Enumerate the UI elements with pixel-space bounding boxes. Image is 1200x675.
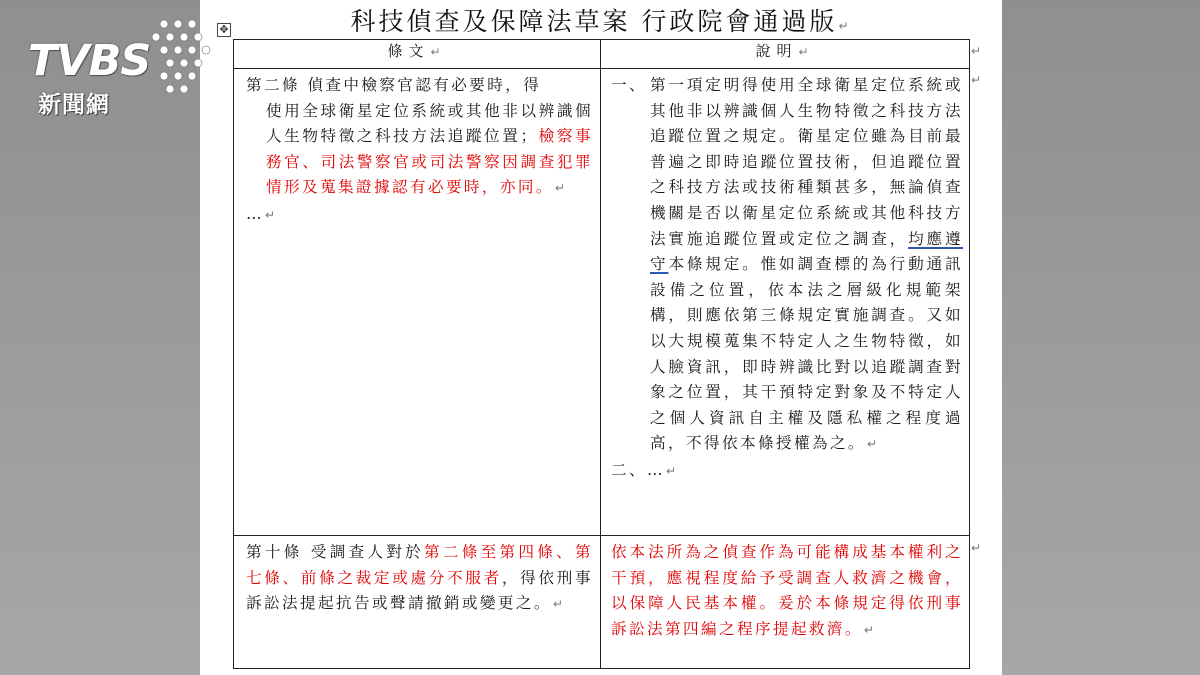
tvbs-news-logo <box>28 14 228 118</box>
table-row <box>234 536 970 669</box>
table-row <box>234 69 970 536</box>
paragraph-return-icon: ↵ <box>552 597 566 612</box>
article-10-amendment: 第二條至第四條、第七條、前條之裁定或處分不服者 <box>246 543 593 587</box>
document-title <box>200 2 1002 38</box>
right-frame <box>1002 0 1200 675</box>
paragraph-return-icon: ↵ <box>863 622 877 637</box>
article-2-text <box>234 69 600 229</box>
document-title-text: 科技偵查及保障法草案 行政院會通過版 <box>350 7 838 36</box>
explanation-10-text <box>601 536 969 643</box>
article-2-line: 識個人生物特徵之科技方法追蹤位 <box>266 101 593 146</box>
article-10-lead: 第十條 受調查人對於 <box>246 543 425 561</box>
paragraph-return-icon: ↵ <box>265 207 278 222</box>
article-2-omitted <box>246 202 593 229</box>
article-2-continuation <box>246 99 593 202</box>
item-text-part: 本條規定。惟如調查標的為行動通訊設備之位置，依本法之層級化規範架構，則應依第三條規定實施調查。又如以大規模蒐集不特定人之生物特徵，如人臉資訊，即時辨識比對以追蹤調查對象之位置，其干預特定對象及不特定人之個人資訊自主權及隱私權之程度過高，不得依本條授權為之。 <box>650 255 963 453</box>
article-10-paragraph <box>246 540 593 618</box>
underlined-phrase: 均應遵守 <box>650 229 963 274</box>
article-2-cell <box>234 69 601 536</box>
explanation-10-cell <box>601 536 970 669</box>
paragraph-return-icon: ↵ <box>838 19 852 33</box>
logo-brand-text: TVBS <box>28 36 151 86</box>
comparison-table <box>233 39 970 669</box>
row-end-mark-icon: ↵ <box>971 541 982 555</box>
row-end-mark-icon: ↵ <box>971 44 982 58</box>
header-explanation-label: 說明 <box>755 42 798 60</box>
logo-sub-text: 新聞網 <box>38 92 110 118</box>
article-10-cell <box>234 536 601 669</box>
item-text <box>650 73 963 458</box>
explanation-item-1 <box>611 73 963 458</box>
header-explanation <box>601 40 970 69</box>
explanation-10-amendment: 依本法所為之偵查作為可能構成基本權利之干預，應視程度給予受調查人救濟之機會，以保障人民基本權。爰於本條規定得依刑事訴訟法第四編之程序提起救濟。 <box>611 543 963 638</box>
explanation-item-2 <box>611 458 963 485</box>
paragraph-return-icon: ↵ <box>430 45 447 59</box>
table-move-handle-icon[interactable]: ✥ <box>217 23 231 37</box>
paragraph-return-icon: ↵ <box>798 45 815 59</box>
paragraph-return-icon: ↵ <box>554 181 568 196</box>
item-number: 一、 <box>611 76 647 94</box>
article-2-amendment: 檢察事務官、司法警察官或司法警察因調查犯罪情形及蒐集證據認有必要時，亦同。 <box>266 127 593 197</box>
header-articles <box>234 40 601 69</box>
article-2-line: 使用全球衛星定位系統或其他非以辨 <box>266 101 557 120</box>
ellipsis-text: … <box>246 204 264 223</box>
document-page <box>200 0 1002 675</box>
item-2-text: 二、… <box>611 460 665 479</box>
header-articles-label: 條文 <box>387 42 430 60</box>
article-10-tail: ，得依刑事訴訟法提起抗告或聲請撤銷或變更之。 <box>246 568 593 613</box>
explanation-2-text <box>601 69 969 485</box>
paragraph-return-icon: ↵ <box>665 463 679 478</box>
explanation-2-cell <box>601 69 970 536</box>
item-text-part: 第一項定明得使用全球衛星定位系統或其他非以辨識個人生物特徵之科技方法追蹤位置之規定。衛星定位雖為目前最普遍之即時追蹤位置技術，但追蹤位置之科技方法或技術種類甚多，無論偵查機關是否以衛星定位系統或其他科技方法實施追蹤位置或定位之調查， <box>650 76 963 248</box>
paragraph-return-icon: ↵ <box>866 437 880 452</box>
article-10-text <box>234 536 600 618</box>
row-end-mark-icon: ↵ <box>971 73 982 87</box>
article-2-line: 置； <box>502 127 539 146</box>
article-2-lead: 第二條 偵查中檢察官認有必要時，得 <box>246 76 542 94</box>
table-header-row <box>234 40 970 69</box>
